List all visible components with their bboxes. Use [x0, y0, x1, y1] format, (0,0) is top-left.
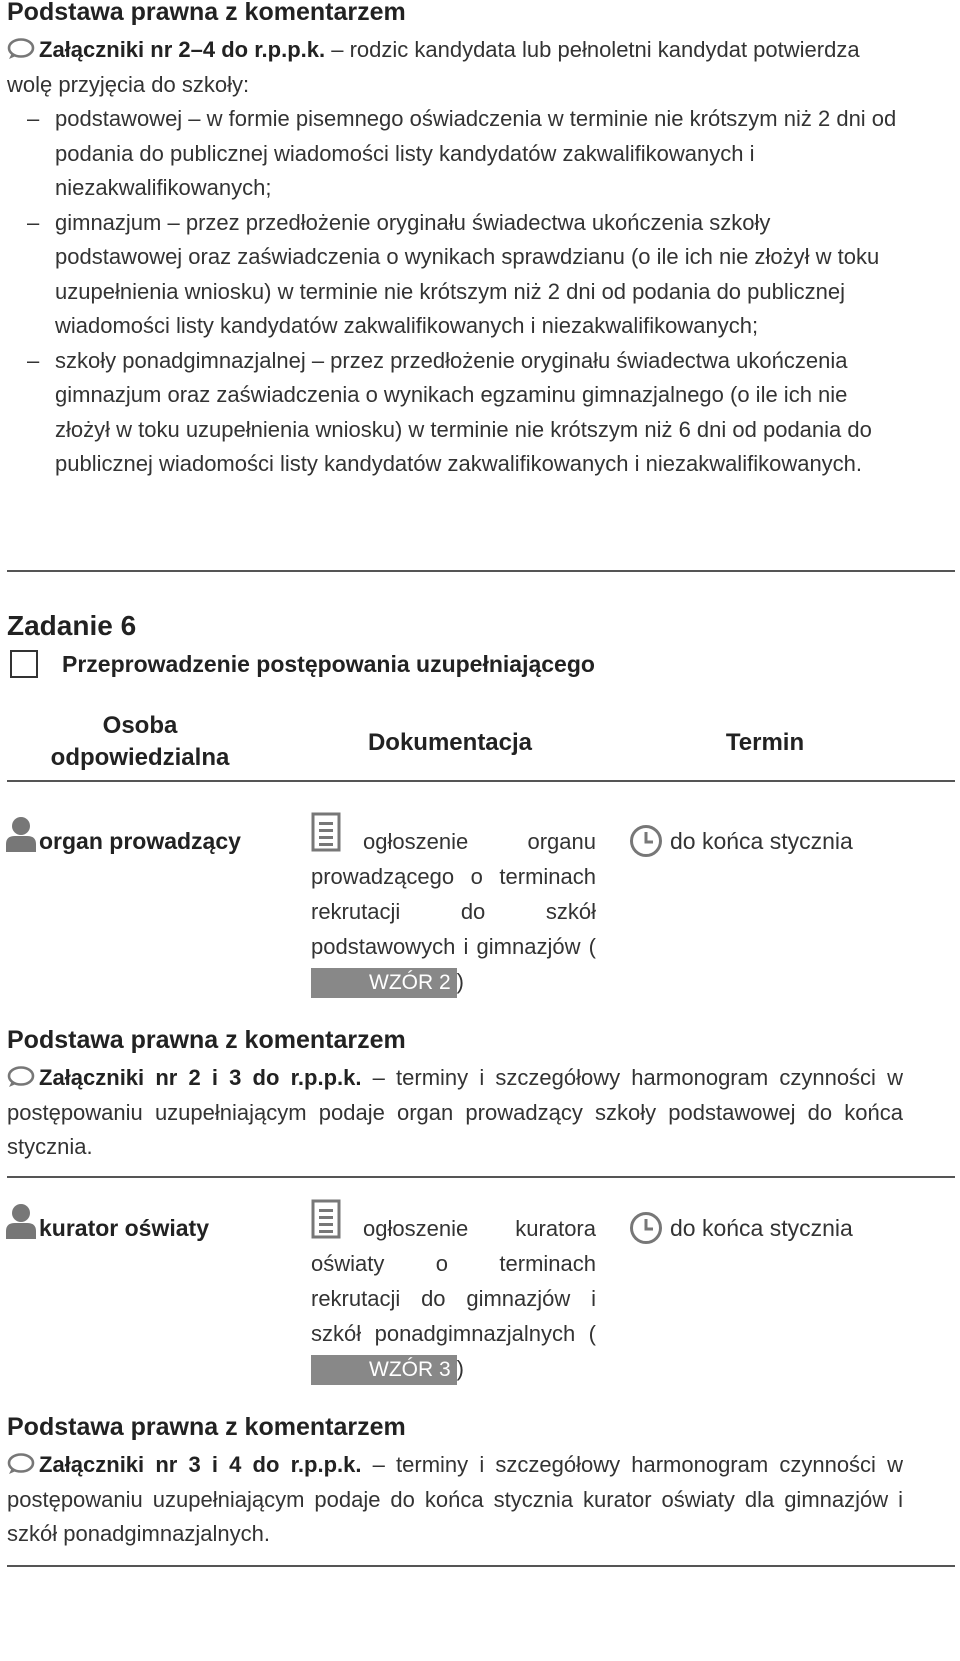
- task-subtitle: Przeprowadzenie postępowania uzupełniającego: [62, 651, 595, 677]
- deadline-text: do końca stycznia: [670, 828, 853, 854]
- dash-bullet: –: [27, 106, 40, 131]
- dash-bullet: –: [27, 347, 40, 373]
- divider: [7, 570, 955, 572]
- divider: [7, 1176, 955, 1178]
- list-item: [7, 344, 903, 482]
- column-header-person-line2: odpowiedzialna: [50, 744, 230, 771]
- legal-lead-text: – rodzic kandydata lub pełnoletni kandydat potwierdza wolę przyjęcia do szkoły:: [7, 37, 860, 97]
- legal-reference: Załączniki nr 2–4 do r.p.p.k.: [39, 37, 326, 62]
- legal-reference: Załączniki nr 2 i 3 do r.p.p.k.: [39, 1065, 362, 1090]
- documentation-description: ogłoszenie kuratora oświaty o terminach rekrutacji do gimnazjów i szkół ponadgimnazjalnych (: [311, 1216, 596, 1346]
- legal-basis-paragraph-3: [7, 1448, 903, 1552]
- list-item-text: gimnazjum – przez przedłożenie oryginału świadectwa ukończenia szkoły podstawowej oraz zaświadczenia o wynikach sprawdzianu (o ile ich nie złożył w toku uzupełnienia wniosku) w terminie nie krótszym niż 2 dni od podania do publicznej wiadomości listy kandydatów zakwalifikowanych i niezakwalifikowanych;: [55, 209, 880, 338]
- dash-bullet: –: [27, 209, 40, 235]
- divider: [7, 1565, 955, 1567]
- documentation-text: [311, 824, 596, 999]
- legal-basis-heading-2: Podstawa prawna z komentarzem: [7, 1026, 406, 1054]
- legal-basis-heading-3: Podstawa prawna z komentarzem: [7, 1413, 406, 1441]
- column-header-documentation: Dokumentacja: [367, 729, 533, 756]
- person-icon: [6, 816, 36, 852]
- task-title: Zadanie 6: [7, 610, 137, 641]
- legal-text: – terminy i szczegółowy harmonogram czynności w postępowaniu uzupełniającym podaje do końca stycznia kurator oświaty dla gimnazjów i szkół ponadgimnazjalnych.: [7, 1452, 903, 1546]
- column-header-deadline: Termin: [725, 729, 805, 756]
- list-item-text: szkoły ponadgimnazjalnej – przez przedłożenie oryginału świadectwa ukończenia gimnazjum oraz zaświadczenia o wynikach egzaminu gimnazjalnego (o ile ich nie złożył w toku uzupełnienia wniosku) w terminie nie krótszym niż 6 dni od podania do publicznej wiadomości listy kandydatów zakwalifikowanych i niezakwalifikowanych.: [55, 347, 872, 476]
- list-item: [7, 102, 903, 206]
- documentation-text: [311, 1211, 596, 1386]
- responsible-role: organ prowadzący: [39, 828, 241, 854]
- divider: [7, 780, 955, 782]
- clock-icon: [629, 1211, 663, 1245]
- template-badge[interactable]: WZÓR 2: [311, 968, 457, 998]
- documentation-close: ): [456, 1356, 464, 1381]
- template-badge[interactable]: WZÓR 3: [311, 1355, 457, 1385]
- documentation-close: ): [456, 969, 464, 994]
- column-header-person-line1: Osoba: [102, 712, 178, 739]
- speech-bubble-icon: [7, 38, 35, 60]
- speech-bubble-icon: [7, 1453, 35, 1475]
- legal-reference: Załączniki nr 3 i 4 do r.p.p.k.: [39, 1452, 362, 1477]
- legal-text: – terminy i szczegółowy harmonogram czynności w postępowaniu uzupełniającym podaje organ prowadzący szkoły podstawowej do końca stycznia.: [7, 1065, 903, 1159]
- school-type-list: [7, 102, 903, 482]
- column-header-person: [20, 710, 260, 774]
- task-checkbox[interactable]: [10, 650, 38, 678]
- documentation-description: ogłoszenie organu prowadzącego o terminach rekrutacji do szkół podstawowych i gimnazjów (: [311, 829, 596, 959]
- responsible-role: kurator oświaty: [39, 1215, 209, 1241]
- list-item-text: podstawowej – w formie pisemnego oświadczenia w terminie nie krótszym niż 2 dni od podania do publicznej wiadomości listy kandydatów zakwalifikowanych i niezakwalifikowanych;: [55, 106, 897, 200]
- deadline-text: do końca stycznia: [670, 1215, 853, 1241]
- clock-icon: [629, 824, 663, 858]
- legal-basis-paragraph-1: [7, 33, 903, 482]
- list-item: [7, 206, 903, 344]
- person-icon: [6, 1203, 36, 1239]
- speech-bubble-icon: [7, 1066, 35, 1088]
- legal-basis-paragraph-2: [7, 1061, 903, 1165]
- legal-basis-heading-1: Podstawa prawna z komentarzem: [7, 0, 406, 26]
